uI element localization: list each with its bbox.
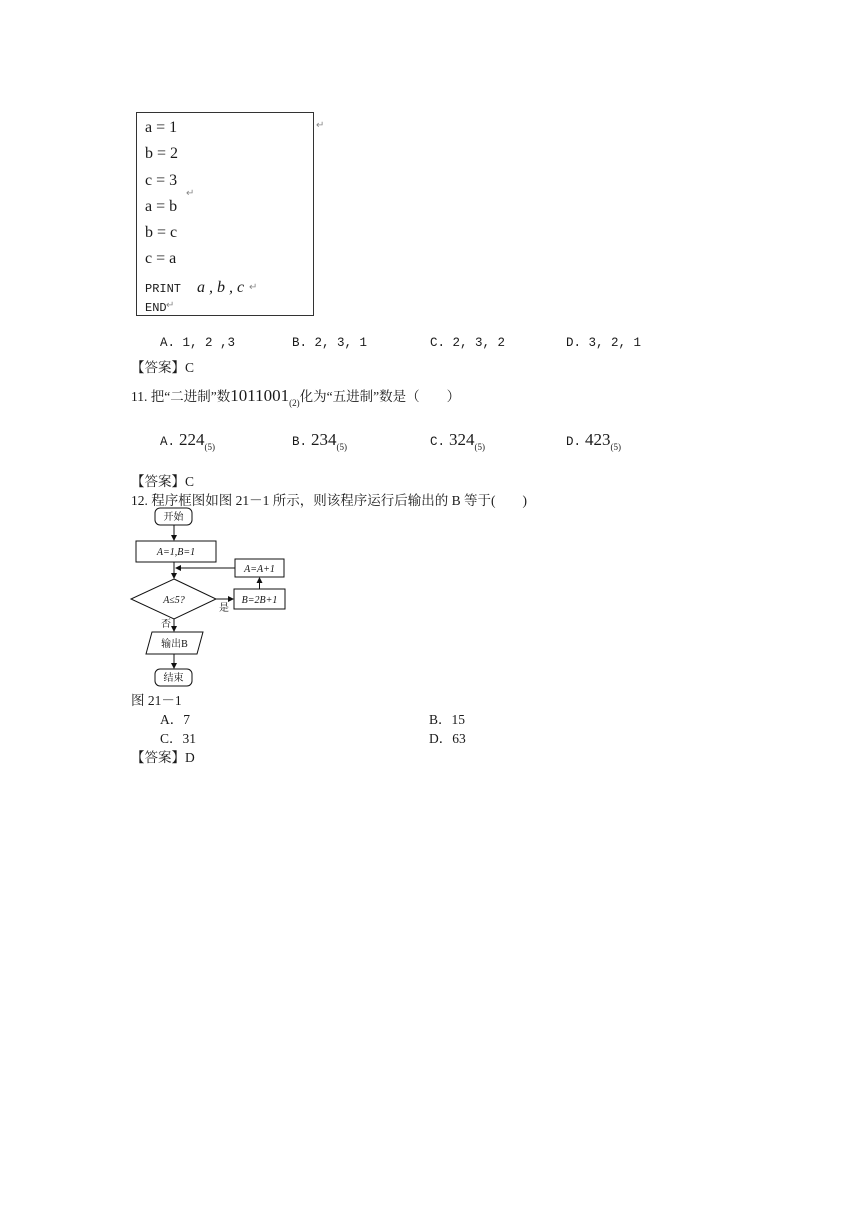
program-line: c = 3: [145, 172, 178, 189]
flowchart-no-label: 否: [161, 619, 171, 630]
end-keyword: END: [145, 301, 167, 315]
q11-binary-number: 1011001: [230, 386, 290, 405]
flowchart: [128, 505, 293, 687]
q10-option-a: A. 1, 2 ,3: [160, 336, 236, 350]
print-keyword: PRINT: [145, 282, 182, 296]
q10-option-c: C. 2, 3, 2: [430, 336, 506, 350]
figure-caption: 图 21－1: [131, 693, 182, 708]
program-line: a = b: [145, 198, 178, 215]
q12-option-a: A．7: [160, 712, 190, 727]
print-arguments: a , b , c: [197, 279, 245, 296]
q12-option-d: D．63: [429, 731, 466, 746]
flowchart-end-label: 结束: [163, 673, 184, 684]
flowchart-increment-label: A=A+1: [244, 564, 275, 575]
program-box: [136, 112, 314, 316]
flowchart-init-label: A=1,B=1: [156, 547, 196, 558]
flowchart-start-label: 开始: [163, 512, 184, 523]
q12-option-b: B．15: [429, 712, 466, 727]
q12-option-c: C．31: [160, 731, 197, 746]
q12-stem: 12. 程序框图如图 21－1 所示，则该程序运行后输出的 B 等于( ): [131, 493, 527, 508]
q10-answer: 【答案】C: [131, 360, 195, 375]
program-line: c = a: [145, 250, 177, 267]
return-mark-icon: ↵: [316, 120, 325, 131]
q10-option-b: B. 2, 3, 1: [292, 336, 368, 350]
program-line: b = 2: [145, 145, 179, 162]
return-mark-icon: ↵: [249, 282, 258, 293]
flowchart-update-label: B=2B+1: [241, 595, 278, 606]
flowchart-output-label: 输出B: [161, 639, 188, 650]
return-mark-icon: ↵: [186, 188, 195, 199]
q11-option-b: B. $234_{(5)}$: [292, 430, 348, 452]
q10-option-d: D. 3, 2, 1: [566, 336, 642, 350]
q12-answer: 【答案】D: [131, 750, 195, 765]
program-line: a = 1: [145, 119, 178, 136]
q11-answer: 【答案】C: [131, 474, 195, 489]
program-line: b = c: [145, 224, 178, 241]
q11-option-a: A. $224_{(5)}$: [160, 430, 216, 452]
flowchart-condition-label: A≤5?: [163, 595, 185, 606]
q11-option-c: C. $324_{(5)}$: [430, 430, 486, 452]
flowchart-yes-label: 是: [219, 603, 229, 614]
return-mark-icon: ↵: [166, 300, 175, 311]
q11-option-d: D. $423_{(5)}$: [566, 430, 622, 452]
q11-stem: 11. 把“二进制”数$1011001_{(2)}$化为“五进制”数是（ ）: [131, 386, 461, 408]
